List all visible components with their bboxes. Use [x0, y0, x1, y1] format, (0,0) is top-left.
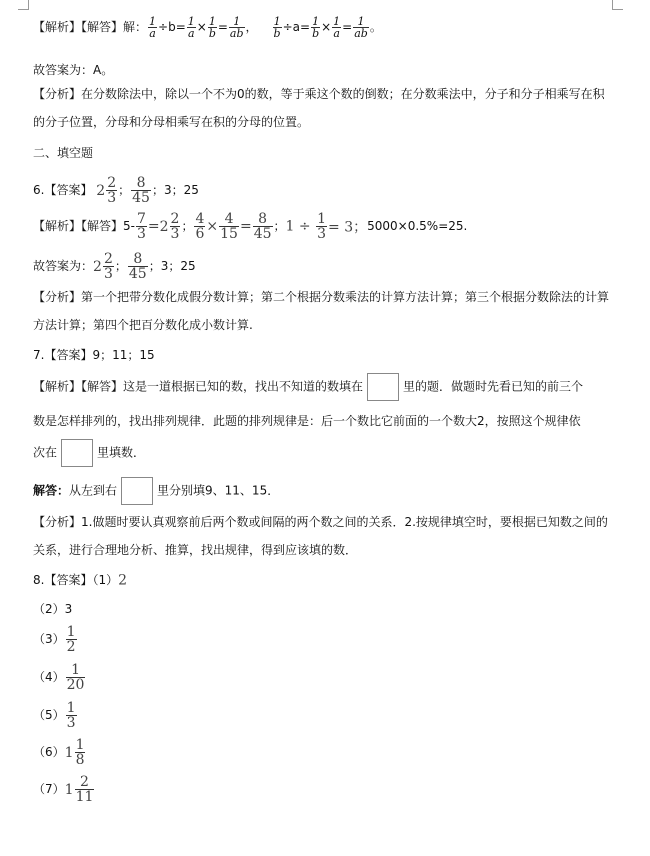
- q5-answer-line: 故答案为：A。: [33, 63, 114, 77]
- q8-item-5: （5） $\frac{1}{3}$: [33, 700, 76, 731]
- q5-analysis: 【分析】在分数除法中，除以一个不为0的数，等于乘这个数的倒数；在分数乘法中，分子和分子相乘写在积的分子位置，分母和分母相乘写在积的分母的位置。: [33, 87, 605, 129]
- q8-answer-tag: 8.【答案】: [33, 573, 93, 587]
- expr-fraction: $\frac{1}{b}$: [312, 15, 320, 40]
- q6-fraction-8-45: $\frac{8}{45}$: [132, 175, 150, 206]
- expr-fraction: $\frac{1}{a}$: [187, 15, 195, 40]
- q6-solution-tag: 【解析】【解答】5-: [33, 219, 135, 233]
- q7-solution-line-3: 次在 里填数．: [33, 439, 145, 467]
- q6-fraction-4-6: $\frac{4}{6}$: [195, 211, 205, 242]
- page-corner-mark-left: [18, 0, 29, 10]
- expr-text: ，: [245, 20, 258, 34]
- q7-answer-line: 7.【答案】9；11；15: [33, 348, 155, 362]
- q6-solution-line: 【解析】【解答】5- $\frac{7}{3}$ =2 $\frac{2}{3}$ ； $\frac{4}{6}$ × $\frac{4}{15}$ = $\frac{8}{45}$ ；1 ÷ $\frac{1}{3}$ = 3；5000×0.5%=25.: [33, 211, 468, 242]
- q8-item-7: （7）1 $\frac{2}{11}$: [33, 774, 94, 805]
- q7-answer-label: 解答：: [33, 483, 70, 498]
- q6-answer-tag: 6.【答案】: [33, 183, 93, 197]
- q5-solution-tag: 【解析】【解答】解：: [33, 20, 148, 34]
- q8-item-3: （3） $\frac{1}{2}$: [33, 624, 76, 655]
- q6-answer-line: 6.【答案】 2 $\frac{2}{3}$ ； $\frac{8}{45}$ ；3；25: [33, 175, 199, 206]
- q7-blank-box-3: [121, 477, 153, 505]
- expr-text: =: [342, 20, 353, 34]
- q6-fraction-1-3: $\frac{1}{3}$: [317, 211, 327, 242]
- q5-expression-1: [147, 15, 258, 40]
- q7-blank-box-1: [367, 373, 399, 401]
- q6-fraction-4-15: $\frac{4}{15}$: [220, 211, 238, 242]
- expr-text: ÷a=: [282, 20, 311, 34]
- page-corner-mark-right: [612, 0, 623, 10]
- q7-solution-line-1: 【解析】【解答】这是一道根据已知的数，找出不知道的数填在 里的题．做题时先看已知的前三个: [33, 373, 583, 401]
- q8-item-4: （4） $\frac{1}{20}$: [33, 662, 85, 693]
- expr-fraction: $\frac{1}{b}$: [273, 15, 281, 40]
- q7-analysis: 【分析】1.做题时要认真观察前后两个数或间隔的两个数之间的关系．2.按规律填空时，要根据已知数之间的关系，进行合理地分析、推算，找出规律，得到应该填的数．: [33, 515, 608, 557]
- q6-mixed-number: 2 $\frac{2}{3}$: [96, 175, 117, 206]
- expr-fraction: $\frac{1}{ab}$: [354, 15, 368, 40]
- expr-fraction: $\frac{1}{ab}$: [229, 15, 244, 40]
- q6-analysis: 【分析】第一个把带分数化成假分数计算；第二个根据分数乘法的计算方法计算；第三个根据分数除法的计算方法计算；第四个把百分数化成小数计算.: [33, 290, 610, 332]
- q7-solution-line-2: 数是怎样排列的，找出排列规律．此题的排列规律是：后一个数比它前面的一个数大2，按照这个规律依: [33, 414, 581, 428]
- q7-blank-box-2: [61, 439, 93, 467]
- q8-item-6: （6）1 $\frac{1}{8}$: [33, 737, 85, 768]
- expr-fraction: $\frac{1}{b}$: [208, 15, 216, 40]
- expr-fraction: $\frac{1}{a}$: [333, 15, 341, 40]
- q8-answer-tag-line: 8.【答案】（1）2: [33, 572, 128, 589]
- q5-expression-2: [272, 15, 382, 40]
- expr-text: ÷b=: [158, 20, 186, 34]
- expr-text: 。: [369, 20, 382, 34]
- q8-item-2: （2）3: [33, 602, 73, 616]
- expr-fraction: $\frac{1}{a}$: [149, 15, 157, 40]
- q7-answer-detail-line: 解答：从左到右 里分别填9、11、15．: [33, 477, 279, 505]
- section-heading-fill-blank: 二、填空题: [33, 146, 94, 160]
- q6-fraction-7-3: $\frac{7}{3}$: [136, 211, 146, 242]
- expr-text: =: [217, 20, 228, 34]
- q6-final-answer-line: 故答案为：2 $\frac{2}{3}$ ； $\frac{8}{45}$ ；3；25: [33, 251, 196, 282]
- expr-text: ×: [196, 20, 207, 34]
- expr-text: ×: [321, 20, 332, 34]
- q5-solution-line: [33, 16, 382, 39]
